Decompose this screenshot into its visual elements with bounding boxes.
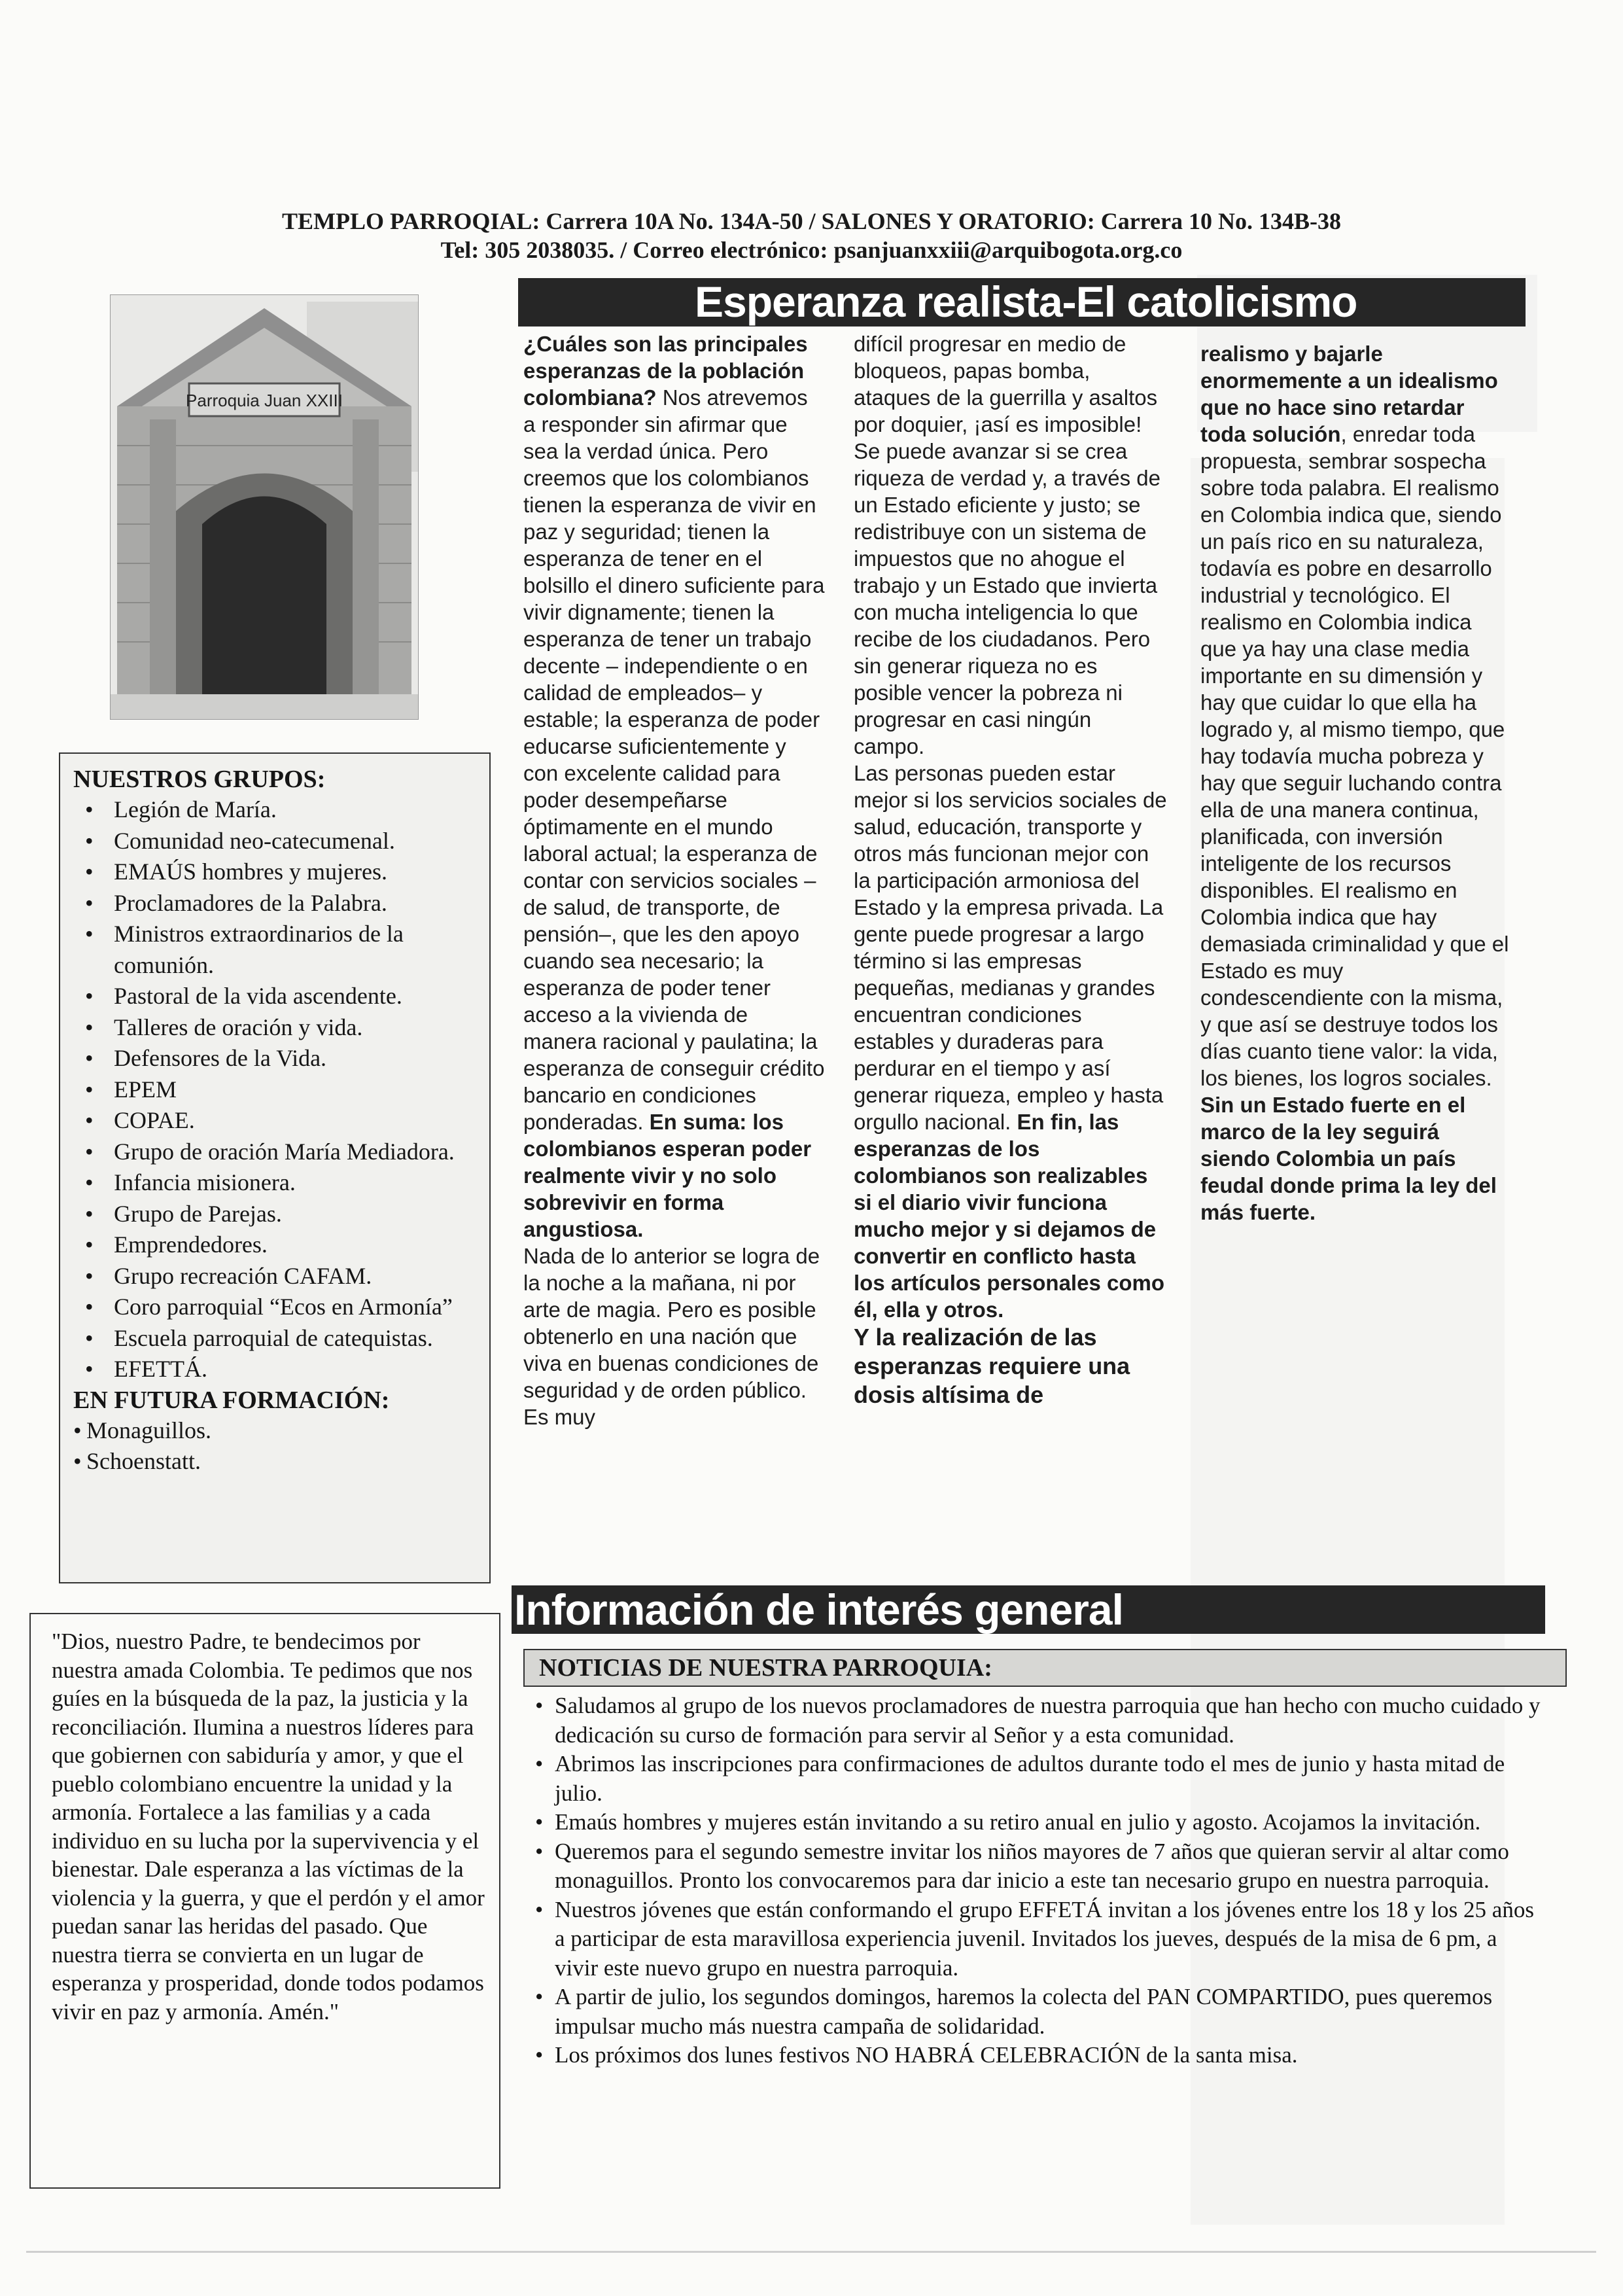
prayer-text: "Dios, nuestro Padre, te bendecimos por nuestra amada Colombia. Te pedimos que nos guíes en la búsqueda de la paz, la justicia y la reconciliación. Ilumina a nuestros líderes para que gobiernen con sabiduría y amor, y que el pueblo colombiano encuentre la unidad y la armonía. Fortalece a las familias y a cada individuo en su lucha por la supervivencia y el bienestar. Dale esperanza a las víctimas de la violencia y la guerra, y que el perdón y el amor puedan sanar las heridas del pasado. Que nuestra tierra se convierta en un lugar de esperanza y prosperidad, donde todos podamos vivir en paz y armonía. Amén." <box>52 1629 485 2024</box>
news-item: • Queremos para el segundo semestre invitar los niños mayores de 7 años que quieran servir al altar como monaguillos. Pronto los convocaremos para dar inicio a este tan necesario grupo en nuestra parroquia. <box>535 1837 1543 1896</box>
article-emphasis: Y la realización de las esperanzas requiere una dosis altísima de <box>854 1324 1130 1408</box>
header-address: TEMPLO PARROQIAL: Carrera 10A No. 134A-50 / SALONES Y ORATORIO: Carrera 10 No. 134B-38 <box>282 208 1341 234</box>
header-contact: Tel: 305 2038035. / Correo electrónico: psanjuanxxiii@arquibogota.org.co <box>440 237 1183 263</box>
list-item: • Infancia misionera. <box>73 1167 478 1199</box>
list-item: • COPAE. <box>73 1105 478 1137</box>
groups-box <box>59 752 491 1583</box>
article-emphasis: realismo y bajarle enormemente a un idealismo que no hace sino retardar toda solución <box>1200 342 1498 446</box>
article-text: Las personas pueden estar mejor si los servicios sociales de salud, educación, transporte y otros más funcionan mejor con la participación armoniosa del Estado y la empresa privada. La gente puede progresar a largo término si las empresas pequeñas, medianas y grandes encuentran condiciones estables y duraderas para perdurar en el tiempo y así generar riqueza, empleo y hasta orgullo nacional. <box>854 761 1167 1134</box>
article-emphasis: En suma: los colombianos esperan poder realmente vivir y no solo sobrevivir en forma angustiosa. <box>523 1110 812 1241</box>
list-item: • Legión de María. <box>73 794 478 826</box>
list-item: • EPEM <box>73 1074 478 1106</box>
future-list <box>73 1415 478 1477</box>
article-text: , enredar toda propuesta, sembrar sospecha sobre toda palabra. El realismo en Colombia indica que, siendo un país rico en su naturaleza, todavía es pobre en desarrollo industrial y tecnológico. El realismo en Colombia indica que ya hay una clase media importante en su dimensión y hay que cuidar lo que ella ha logrado y, al mismo tiempo, que hay todavía mucha pobreza y hay que seguir luchando contra ella de una manera continua, planificada, con inversión inteligente de los recursos disponibles. El realismo en Colombia indica que hay demasiada criminalidad y que el Estado es muy condescendiente con la misma, y que así se destruye todos los días cuanto tiene valor: la vida, los bienes, los logros sociales. <box>1200 422 1509 1090</box>
article-emphasis: Sin un Estado fuerte en el marco de la ley seguirá siendo Colombia un país feudal donde prima la ley del más fuerte. <box>1200 1093 1497 1224</box>
news-item: • Saludamos al grupo de los nuevos proclamadores de nuestra parroquia que han hecho con mucho cuidado y dedicación su curso de formación para servir al Señor y a esta comunidad. <box>535 1691 1543 1750</box>
list-item: • Comunidad neo-catecumenal. <box>73 826 478 857</box>
future-title: EN FUTURA FORMACIÓN: <box>73 1386 390 1414</box>
article-column-1 <box>523 330 826 1430</box>
article-question: ¿Cuáles son las principales esperanzas de la población colombiana? <box>523 332 808 410</box>
list-item: • Grupo de oración María Mediadora. <box>73 1137 478 1168</box>
list-item: • Grupo de Parejas. <box>73 1199 478 1230</box>
list-item: • Grupo recreación CAFAM. <box>73 1261 478 1292</box>
church-illustration <box>111 295 418 719</box>
list-item: • Monaguillos. <box>73 1415 478 1447</box>
info-title: Información de interés general <box>514 1585 1123 1634</box>
list-item: • Coro parroquial “Ecos en Armonía” <box>73 1292 478 1323</box>
list-item: • Pastoral de la vida ascendente. <box>73 981 478 1012</box>
news-title: NOTICIAS DE NUESTRA PARROQUIA: <box>523 1649 1567 1687</box>
info-banner <box>512 1585 1545 1634</box>
list-item: • EMAÚS hombres y mujeres. <box>73 857 478 888</box>
list-item: • EFETTÁ. <box>73 1354 478 1385</box>
article-column-3 <box>1200 340 1511 1226</box>
list-item: • Escuela parroquial de catequistas. <box>73 1323 478 1354</box>
news-item: • Los próximos dos lunes festivos NO HABRÁ CELEBRACIÓN de la santa misa. <box>535 2041 1543 2070</box>
church-photo <box>110 294 419 720</box>
list-item: • Schoenstatt. <box>73 1446 478 1477</box>
article-emphasis: En fin, las esperanzas de los colombianos son realizables si el diario vivir funciona mucho mejor y si dejamos de convertir en conflicto hasta los artículos personales como él, ella y otros. <box>854 1110 1164 1322</box>
list-item: • Proclamadores de la Palabra. <box>73 888 478 919</box>
article-banner <box>518 278 1526 327</box>
groups-title: NUESTROS GRUPOS: <box>73 766 326 793</box>
news-item: • A partir de julio, los segundos domingos, haremos la colecta del PAN COMPARTIDO, pues queremos impulsar mucho más nuestra campaña de solidaridad. <box>535 1983 1543 2041</box>
list-item: • Ministros extraordinarios de la comunión. <box>73 919 478 981</box>
article-column-2 <box>854 330 1168 1409</box>
list-item: • Talleres de oración y vida. <box>73 1012 478 1044</box>
sign-text: Parroquia Juan XXIII <box>186 391 343 410</box>
article-text: Nada de lo anterior se logra de la noche a la mañana, ni por arte de magia. Pero es posible obtenerlo en una nación que viva en buenas condiciones de seguridad y de orden público. Es muy <box>523 1244 820 1429</box>
article-text: difícil progresar en medio de bloqueos, papas bomba, ataques de la guerrilla y asaltos por doquier, ¡así es imposible! <box>854 332 1158 436</box>
prayer-box <box>29 1613 500 2189</box>
news-item: • Nuestros jóvenes que están conformando el grupo EFFETÁ invitan a los jóvenes entre los 18 y los 25 años a participar de esta maravillosa experiencia juvenil. Invitados los jueves, después de la misa de 6 pm, a vivir este nuevo grupo en nuestra parroquia. <box>535 1896 1543 1983</box>
article-text: Nos atrevemos a responder sin afirmar que sea la verdad única. Pero creemos que los colombianos tienen la esperanza de vivir en paz y seguridad; tienen la esperanza de tener en el bolsillo el dinero suficiente para vivir dignamente; tienen la esperanza de tener un trabajo decente – independiente o en calidad de empleados– y estable; la esperanza de poder educarse suficientemente y con excelente calidad para poder desempeñarse óptimamente en el mundo laboral actual; la esperanza de contar con servicios sociales –de salud, de transporte, de pensión–, que les den apoyo cuando sea necesario; la esperanza de poder tener acceso a la vivienda de manera racional y paulatina; la esperanza de conseguir crédito bancario en condiciones ponderadas. <box>523 385 825 1134</box>
news-item: • Emaús hombres y mujeres están invitando a su retiro anual en julio y agosto. Acojamos la invitación. <box>535 1808 1543 1837</box>
bottom-rule <box>26 2251 1596 2253</box>
list-item: • Defensores de la Vida. <box>73 1043 478 1074</box>
news-list <box>535 1691 1543 2070</box>
article-title: Esperanza realista-El catolicismo <box>695 278 1357 326</box>
news-item: • Abrimos las inscripciones para confirmaciones de adultos durante todo el mes de junio y hasta mitad de julio. <box>535 1750 1543 1808</box>
groups-list <box>73 794 478 1385</box>
list-item: • Emprendedores. <box>73 1229 478 1261</box>
article-text: Se puede avanzar si se crea riqueza de verdad y, a través de un Estado eficiente y justo; se redistribuye con un sistema de impuestos que no ahogue el trabajo y un Estado que invierta con mucha inteligencia lo que recibe de los ciudadanos. Pero sin generar riqueza no es posible vencer la pobreza ni progresar en casi ningún campo. <box>854 439 1161 758</box>
